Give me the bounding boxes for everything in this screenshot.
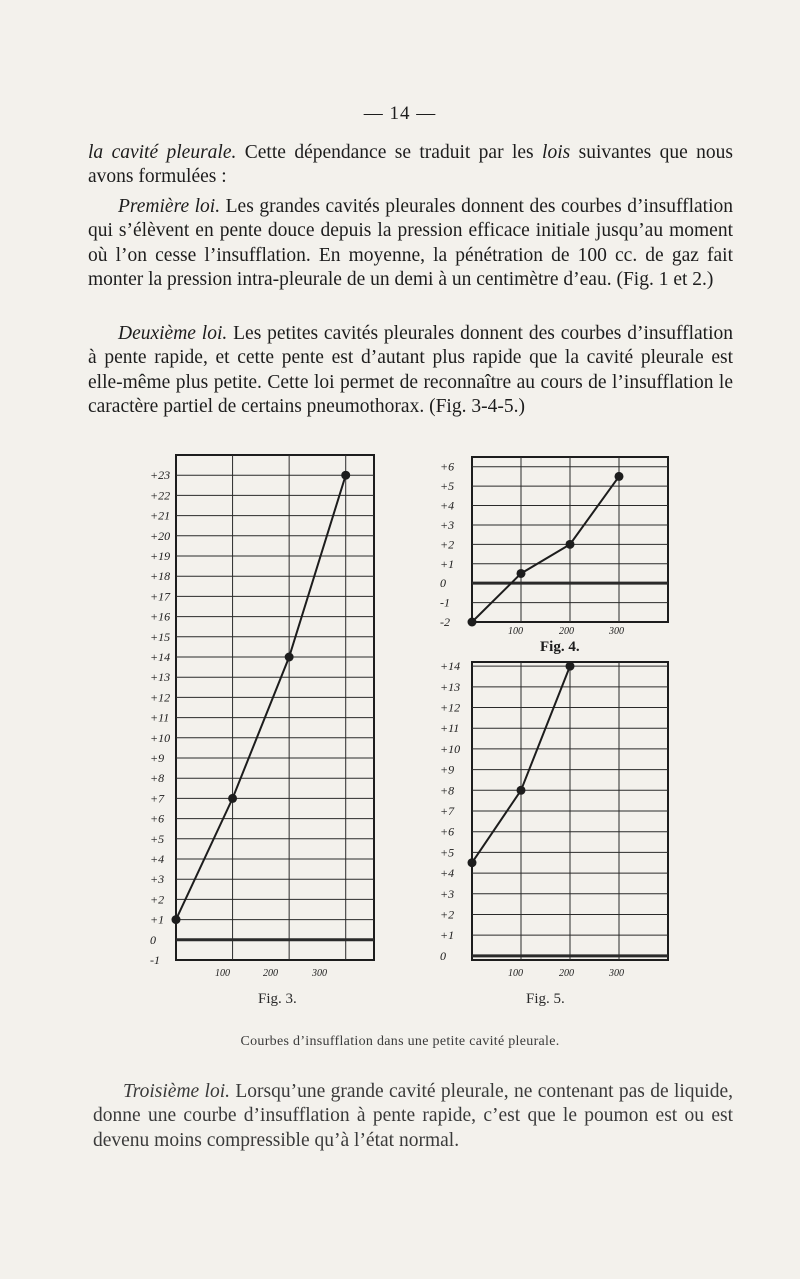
x-tick-label: 300 (609, 626, 624, 637)
data-point (468, 618, 477, 627)
data-point (615, 472, 624, 481)
paragraph-third-law (93, 1080, 733, 1153)
y-tick-label: +6 (440, 459, 455, 474)
y-tick-label: +17 (150, 589, 171, 604)
y-tick-label: +4 (440, 866, 455, 881)
data-point (517, 569, 526, 578)
y-tick-label: 0 (440, 948, 446, 963)
x-tick-label: 200 (559, 626, 574, 637)
y-tick-label: +9 (150, 751, 165, 765)
y-tick-label: +1 (440, 928, 455, 943)
y-tick-label: +3 (150, 872, 165, 887)
y-tick-label: +7 (440, 804, 455, 818)
y-tick-label: +5 (440, 845, 455, 860)
figure-label: Fig. 3. (258, 991, 297, 1007)
data-point (285, 653, 294, 662)
y-tick-label: +4 (440, 498, 455, 513)
figure-label: Fig. 5. (526, 991, 565, 1007)
x-tick-label: 100 (215, 968, 230, 979)
paragraph-intro-italic: lois (542, 142, 571, 163)
x-tick-label: 200 (559, 968, 574, 979)
data-point (468, 858, 477, 867)
first-law-title: Première loi. (118, 196, 221, 217)
y-tick-label: +21 (150, 508, 171, 523)
y-tick-label: +13 (440, 679, 461, 694)
figure-4 (440, 457, 668, 655)
y-tick-label: +8 (440, 783, 455, 798)
y-tick-label: +12 (150, 690, 171, 705)
second-law-title: Deuxième loi. (118, 323, 228, 344)
third-law-title: Troisième loi. (123, 1081, 231, 1102)
y-tick-label: +20 (150, 528, 171, 543)
y-tick-label: +6 (150, 811, 165, 826)
y-tick-label: +1 (440, 556, 455, 571)
y-tick-label: +1 (150, 912, 165, 927)
y-tick-label: +19 (150, 549, 171, 563)
y-tick-label: +18 (150, 569, 171, 584)
y-tick-label: +2 (440, 537, 455, 552)
y-tick-label: +9 (440, 762, 455, 777)
data-point (566, 540, 575, 549)
y-tick-label: +12 (440, 700, 461, 715)
data-point (566, 662, 575, 671)
y-tick-label: +4 (150, 852, 165, 866)
y-tick-label: +23 (150, 468, 171, 483)
y-tick-label: +5 (440, 479, 455, 494)
data-point (172, 915, 181, 924)
x-tick-label: 300 (312, 968, 327, 979)
data-point (517, 786, 526, 795)
y-tick-label: +6 (440, 824, 455, 839)
second-law-text: Les petites cavités pleurales donnent des courbes d’insufflation à pente rapide, et cette pente est d’autant plus rapide que la cavité pleurale est elle-même plus petite. Cette loi permet de reconnaître au cours de l’insufflation le caractère partiel de certains pneumothorax. (Fig. 3-4-5.) (88, 323, 733, 418)
figure-caption: Courbes d’insufflation dans une petite cavité pleurale. (240, 1034, 560, 1049)
y-tick-label: +14 (150, 650, 171, 664)
y-tick-label: -1 (440, 595, 450, 610)
y-tick-label: -2 (440, 615, 450, 629)
paragraph-intro-lead: la cavité pleurale. (88, 142, 237, 163)
data-point (228, 794, 237, 803)
y-tick-label: +10 (440, 741, 461, 756)
first-law-text: Les grandes cavités pleurales donnent des courbes d’insufflation qui s’élèvent en pente douce depuis la pression efficace initiale jusqu’au moment où l’on cesse l’insufflation. En moyenne, la pénétration de 100 cc. de gaz fait monter la pression intra-pleurale de un demi à un centimètre d’eau. (Fig. 1 et 2.) (88, 196, 733, 291)
y-tick-label: +14 (440, 659, 461, 674)
figure-label: Fig. 4. (540, 639, 580, 655)
y-tick-label: +10 (150, 730, 171, 745)
third-law-text: Lorsqu’une grande cavité pleurale, ne contenant pas de liquide, donne une courbe d’insufflation à pente rapide, c’est que le poumon est ou est devenu moins compressible qu’à l’état normal. (93, 1081, 733, 1151)
page-number: — 14 — (363, 103, 437, 124)
y-tick-label: +3 (440, 517, 455, 532)
paragraph-intro-text: Cette dépendance se traduit par les (236, 142, 543, 163)
x-tick-label: 200 (263, 968, 278, 979)
y-tick-label: +11 (150, 710, 170, 725)
x-tick-label: 300 (609, 968, 624, 979)
y-tick-label: +8 (150, 771, 165, 786)
figure-5 (440, 659, 668, 1007)
data-point (341, 471, 350, 480)
y-tick-label: +16 (150, 609, 171, 624)
x-tick-label: 100 (508, 626, 523, 637)
plot-frame (176, 455, 374, 960)
y-tick-label: +2 (440, 907, 455, 922)
series-line (472, 476, 619, 622)
y-tick-label: +11 (440, 721, 460, 736)
y-tick-label: 0 (150, 932, 156, 947)
y-tick-label: +5 (150, 831, 165, 846)
paragraph-intro-tail: suivantes que nous avons formulées : (88, 142, 733, 188)
y-tick-label: 0 (440, 576, 446, 591)
y-tick-label: +15 (150, 629, 171, 644)
figure-3 (150, 455, 374, 1007)
y-tick-label: +22 (150, 488, 171, 503)
y-tick-label: +13 (150, 670, 171, 685)
y-tick-label: -1 (150, 953, 160, 967)
y-tick-label: +2 (150, 892, 165, 907)
y-tick-label: +3 (440, 886, 455, 901)
y-tick-label: +7 (150, 791, 165, 806)
x-tick-label: 100 (508, 968, 523, 979)
